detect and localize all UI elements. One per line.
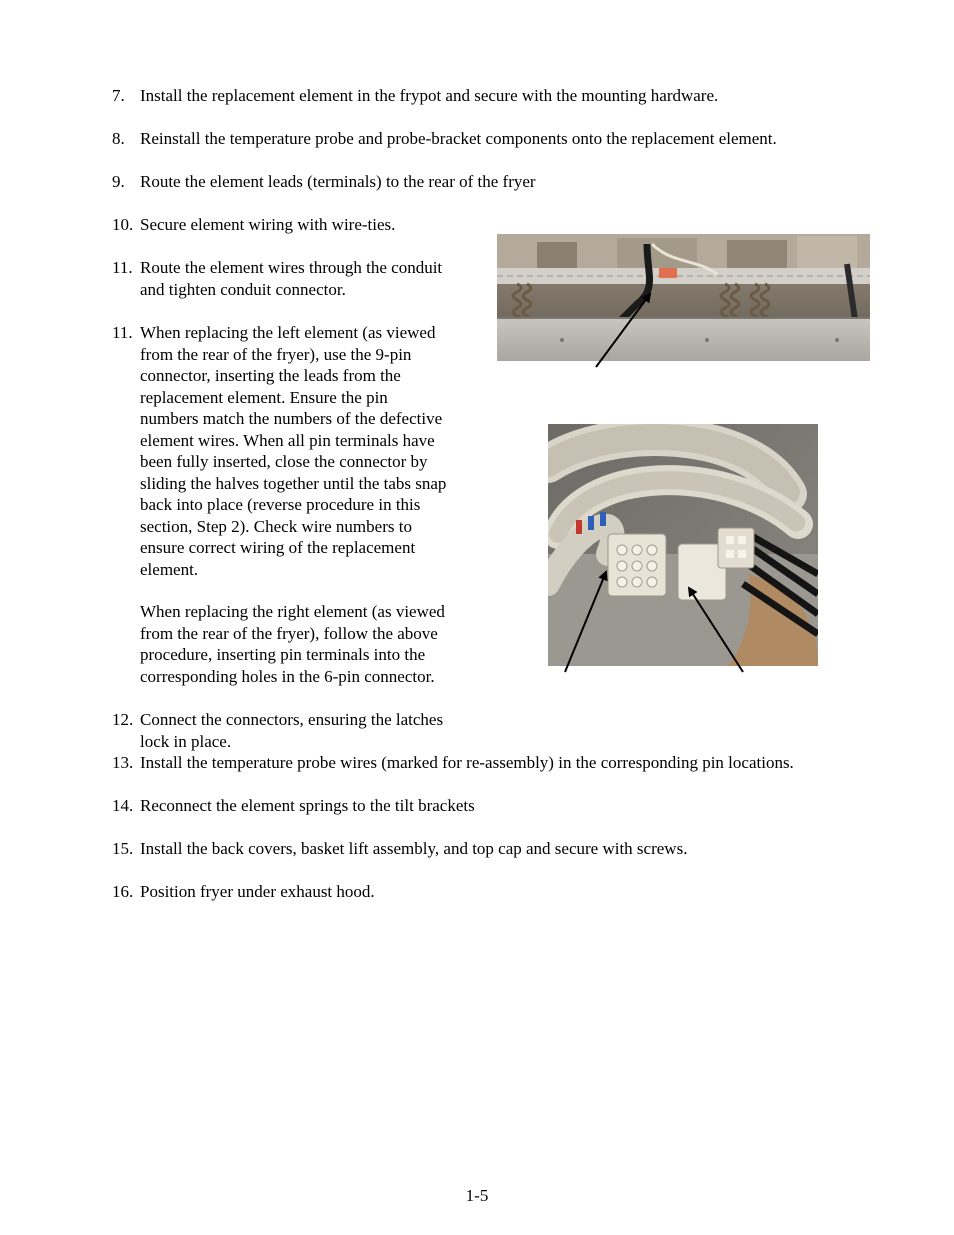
step-14: 14. Reconnect the element springs to the tilt brackets [112, 796, 475, 815]
step-10: 10. Secure element wiring with wire-ties. [112, 215, 396, 234]
nine-pin-arrow [565, 572, 606, 672]
step-11-conduit: 11. Route the element wires through the conduit and tighten conduit connector. [112, 258, 443, 299]
step-8: 8. Reinstall the temperature probe and probe-bracket components onto the replacement element. [112, 129, 777, 148]
right-element-paragraph: When replacing the right element (as viewed from the rear of the fryer), follow the above procedure, inserting pin terminals into the corresponding holes in the 6-pin connector. [140, 602, 445, 686]
step-13: 13. Install the temperature probe wires (marked for re-assembly) in the corresponding pin locations. [112, 753, 794, 772]
step-12: 12. Connect the connectors, ensuring the latches lock in place. [112, 710, 444, 751]
step-15: 15. Install the back covers, basket lift assembly, and top cap and secure with screws. [112, 839, 688, 858]
page-number: 1-5 [465, 1186, 489, 1205]
six-pin-arrow [689, 588, 743, 672]
step-9: 9. Route the element leads (terminals) to the rear of the fryer [112, 172, 536, 191]
step-11-left-element: 11. When replacing the left element (as viewed from the rear of the fryer), use the 9-pin connector, inserting the leads from the replacement element. Ensure the pin numbers match the numbers of the defective element wires. When all pin terminals have been fully inserted, close the connector by sliding the halves together until the tabs snap back into place (reverse procedure in this section, Step 2). Check wire numbers to ensure correct wiring of the replacement element. [112, 323, 447, 579]
step-7: 7. Install the replacement element in the frypot and secure with the mounting hardware. [112, 86, 719, 105]
step-16: 16. Position fryer under exhaust hood. [112, 882, 375, 901]
conduit-arrow [596, 294, 650, 367]
